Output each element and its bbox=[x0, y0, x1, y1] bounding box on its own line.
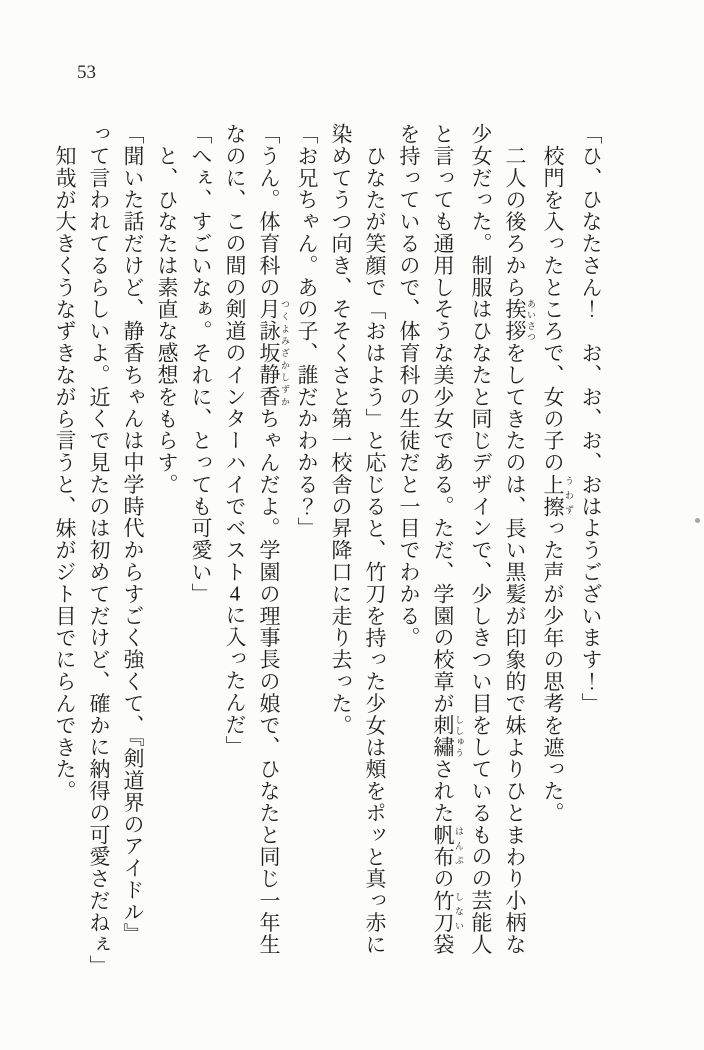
text-line-12: 「へぇ、すごいなぁ。それに、とっても可愛い」 bbox=[189, 123, 213, 605]
ruby-annotated-word: 帆布 はんぷ bbox=[431, 823, 464, 868]
text-line-9: 「お兄ちゃん。あの子、誰だかわかる？」 bbox=[295, 123, 319, 540]
text-line-4: 少女だった。制服はひなたと同じデザインで、少しきつい目をしているものの芸能人 bbox=[469, 123, 493, 956]
page-number: 53 bbox=[77, 62, 96, 83]
text-line-5: と言っても通用しそうな美少女である。ただ、学園の校章が刺繡 ししゅうされた帆布 はんぷの竹刀 しない袋 bbox=[431, 123, 464, 956]
text-line-7: ひなたが笑顔で「おはよう」と応じると、竹刀を持った少女は頰をポッと真っ赤に bbox=[363, 145, 387, 956]
text-line-8: 染めてうつ向き、そそくさと第一校舎の昇降口に走り去った。 bbox=[329, 123, 353, 737]
text-line-15: って言われてるらしいよ。近くで見たのは初めてだけど、確かに納得の可愛さだねぇ」 bbox=[87, 123, 111, 978]
upright-digit: 4 bbox=[229, 582, 241, 604]
text-line-14: 「聞いた話だけど、静香ちゃんは中学時代からすごく強くて、『剣道界のアイドル』 bbox=[121, 123, 145, 945]
text-line-3: 二人の後ろから挨拶 あいさつをしてきたのは、長い黒髪が印象的で妹よりひとまわり小柄な bbox=[503, 145, 536, 956]
vertical-text-block bbox=[48, 123, 608, 978]
text-line-6: を持っているので、体育科の生徒だと一目でわかる。 bbox=[397, 123, 421, 649]
ruby-annotated-word: 刺繡 ししゅう bbox=[431, 714, 464, 759]
text-line-13: と、ひなたは素直な感想をもらす。 bbox=[155, 145, 179, 496]
scan-speck bbox=[695, 518, 700, 523]
ruby-annotated-word: 月詠坂静香 つくよみざかしずか bbox=[257, 298, 290, 408]
text-line-2: 校門を入ったところで、女の子の上擦 うわずった声が少年の思考を遮った。 bbox=[541, 145, 574, 824]
ruby-annotated-word: 上擦 うわず bbox=[541, 473, 574, 518]
text-line-10: 「うん。体育科の月詠坂静香 つくよみざかしずかちゃんだよ。学園の理事長の娘で、ひなたと同じ一年生 bbox=[257, 123, 290, 956]
ruby-annotated-word: 挨拶 あいさつ bbox=[503, 298, 536, 343]
text-line-16: 知哉が大きくうなずきながら言うと、妹がジト目でにらんできた。 bbox=[53, 145, 77, 802]
ruby-annotated-word: 竹刀 しない bbox=[431, 889, 464, 934]
text-line-1: 「ひ、ひなたさん！ お、お、お、おはようございます！」 bbox=[579, 123, 603, 715]
text-line-11: なのに、この間の剣道のインターハイでベスト4に入ったんだ」 bbox=[223, 123, 247, 758]
